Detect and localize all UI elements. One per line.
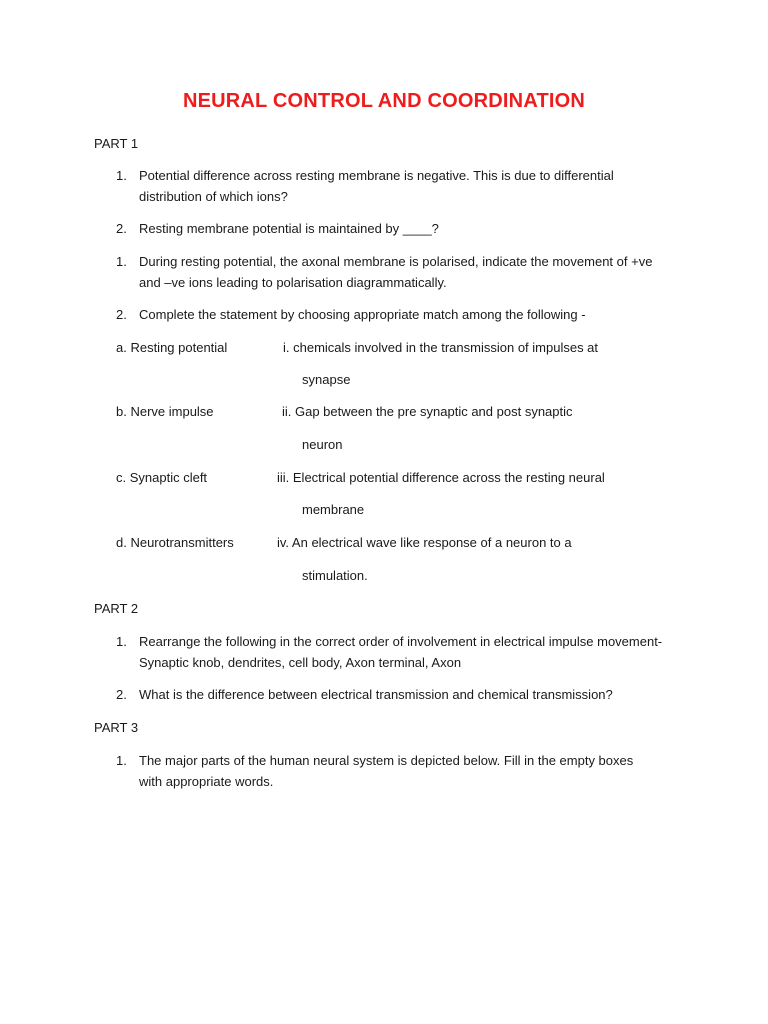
part-2-label: PART 2 [94, 601, 139, 616]
question-text: What is the difference between electrical transmission and chemical transmission? [139, 687, 613, 702]
question-number: 2. [116, 687, 127, 702]
match-option-iv: iv. An electrical wave like response of a neuron to a [277, 535, 572, 550]
part-1-question-3 [116, 251, 676, 293]
match-option-i: i. chemicals involved in the transmission of impulses at [283, 340, 599, 355]
question-text: Potential difference across resting membrane is negative. This is due to differential distribution of which ions? [139, 168, 614, 204]
part-1-question-1 [116, 165, 676, 207]
match-item-d: d. Neurotransmitters [116, 535, 234, 550]
question-text: Rearrange the following in the correct order of involvement in electrical impulse movement-Synaptic knob, dendrites, cell body, Axon terminal, Axon [139, 634, 663, 670]
question-text: During resting potential, the axonal membrane is polarised, indicate the movement of +ve and –ve ions leading to polarisation diagrammatically. [139, 254, 653, 290]
part-2-question-2 [116, 684, 696, 705]
match-option-ii: ii. Gap between the pre synaptic and post synaptic [282, 404, 573, 419]
question-text: Complete the statement by choosing appropriate match among the following - [139, 307, 586, 322]
match-option-iii-continued: membrane [302, 502, 365, 517]
part-2-question-1 [116, 631, 676, 673]
question-number: 2. [116, 307, 127, 322]
match-item-c: c. Synaptic cleft [116, 470, 208, 485]
part-1-question-2 [116, 218, 676, 239]
question-number: 1. [116, 753, 127, 768]
part-1-question-4 [116, 304, 676, 325]
question-text: Resting membrane potential is maintained by ____? [139, 221, 439, 236]
part-3-question-1 [116, 750, 656, 792]
page-title: NEURAL CONTROL AND COORDINATION [182, 90, 586, 112]
match-item-a: a. Resting potential [116, 340, 228, 355]
question-number: 2. [116, 221, 127, 236]
match-option-ii-continued: neuron [302, 437, 343, 452]
match-option-iv-continued: stimulation. [302, 568, 368, 583]
match-item-b: b. Nerve impulse [116, 404, 214, 419]
part-1-label: PART 1 [94, 136, 139, 151]
match-option-i-continued: synapse [302, 372, 351, 387]
question-number: 1. [116, 168, 127, 183]
question-text: The major parts of the human neural system is depicted below. Fill in the empty boxes with appropriate words. [139, 753, 634, 789]
question-number: 1. [116, 634, 127, 649]
match-option-iii: iii. Electrical potential difference across the resting neural [277, 470, 605, 485]
question-number: 1. [116, 254, 127, 269]
part-3-label: PART 3 [94, 720, 139, 735]
